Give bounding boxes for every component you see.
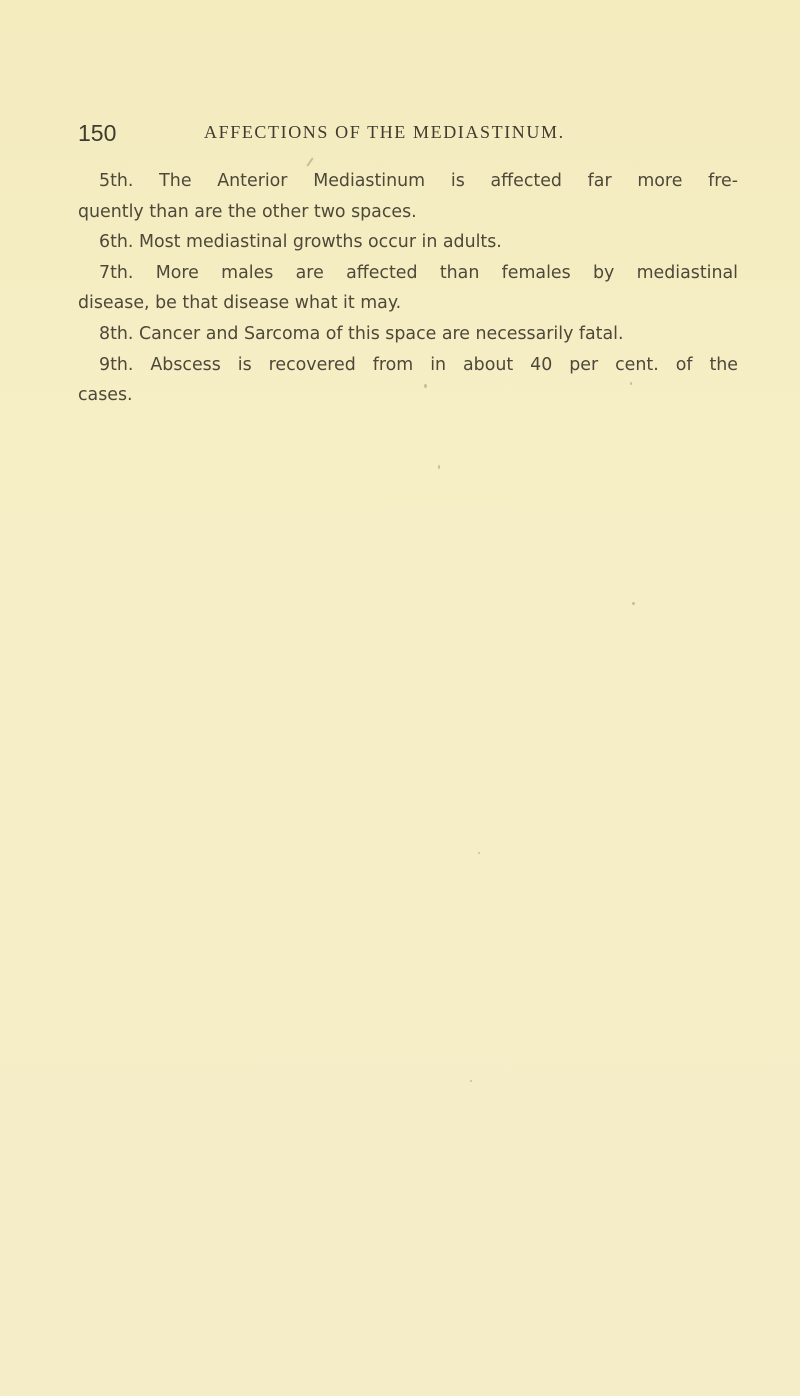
paper-speck — [630, 382, 632, 385]
running-title: AFFECTIONS OF THE MEDIASTINUM. — [204, 122, 565, 142]
text-line: 7th. More males are affected than females by mediastinal — [99, 262, 738, 283]
text-line: cases. — [78, 385, 133, 406]
text-line: 8th. Cancer and Sarcoma of this space are necessarily fatal. — [99, 323, 624, 344]
body-text — [78, 166, 738, 411]
page-number: 150 — [78, 120, 117, 146]
paragraph-9th — [78, 350, 738, 411]
paper-speck — [438, 465, 440, 469]
paragraph-7th — [78, 258, 738, 319]
paper-speck — [470, 1080, 472, 1082]
paragraph-8th — [78, 319, 738, 350]
paper-speck — [424, 384, 427, 388]
paragraph-5th — [78, 166, 738, 227]
text-line: 6th. Most mediastinal growths occur in adults. — [99, 232, 502, 253]
text-line: 9th. Abscess is recovered from in about 40 per cent. of the — [99, 354, 738, 375]
text-line: 5th. The Anterior Mediastinum is affected far more fre- — [99, 171, 738, 191]
paper-speck — [632, 602, 635, 605]
text-line: disease, be that disease what it may. — [78, 293, 402, 314]
paper-speck — [478, 852, 480, 854]
text-line: quently than are the other two spaces. — [78, 201, 417, 222]
paragraph-6th — [78, 227, 738, 258]
running-head — [78, 120, 718, 148]
